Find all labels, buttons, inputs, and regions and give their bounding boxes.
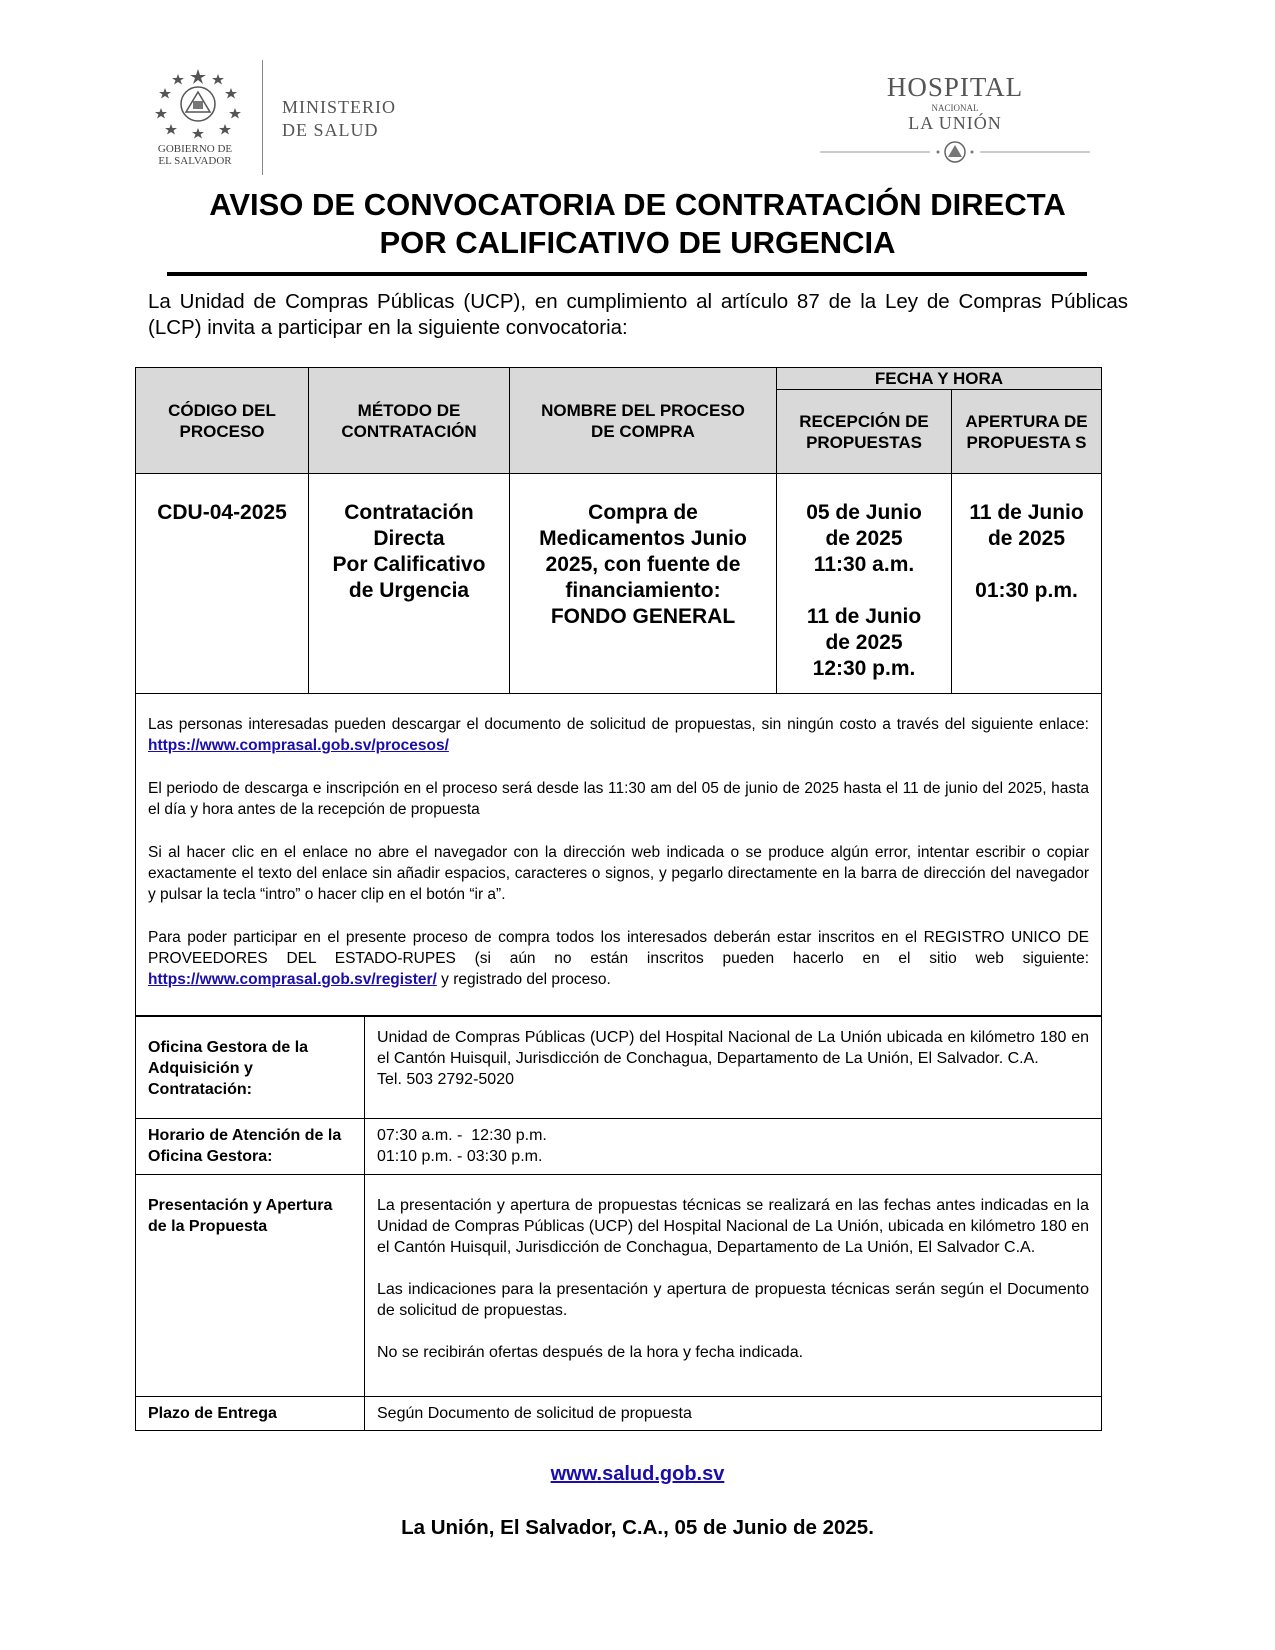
oficina-value: Unidad de Compras Públicas (UCP) del Hospital Nacional de La Unión ubicada en kilómetro 180 en el Cantón Huisquil, Jurisdicción de Conchagua, Departamento de La Unión, El Salvador. C.A. Tel. 503 2792-5020	[365, 1017, 1102, 1119]
hospital-name: HOSPITAL	[886, 72, 1024, 102]
procesos-link[interactable]: https://www.comprasal.gob.sv/procesos/	[148, 737, 449, 754]
document-title: AVISO DE CONVOCATORIA DE CONTRATACIÓN DIRECTA POR CALIFICATIVO DE URGENCIA	[209, 187, 1066, 260]
header-recepcion: RECEPCIÓN DE PROPUESTAS	[777, 390, 952, 474]
intro-paragraph: La Unidad de Compras Públicas (UCP), en cumplimiento al artículo 87 de la Ley de Compras Públicas (LCP) invita a participar en la siguiente convocatoria:	[148, 290, 1128, 339]
oficina-phone: Tel. 503 2792-5020	[377, 1071, 514, 1088]
cell-codigo	[136, 474, 309, 694]
cell-nombre: Compra de Medicamentos Junio 2025, con fuente de financiamiento: FONDO GENERAL	[510, 474, 777, 694]
notes-download: Las personas interesadas pueden descargar el documento de solicitud de propuestas, sin ningún costo a través del siguiente enlace: https://www.comprasal.gob.sv/procesos/	[148, 716, 1089, 754]
horario-label: Horario de Atención de la Oficina Gestora:	[136, 1119, 365, 1175]
header-metodo: MÉTODO DE CONTRATACIÓN	[309, 368, 510, 474]
cell-metodo: Contratación Directa Por Calificativo de Urgencia	[309, 474, 510, 694]
hospital-ornament-icon	[820, 138, 1090, 166]
header-divider	[262, 60, 263, 175]
hospital-location: LA UNIÓN	[908, 113, 1002, 133]
cell-recepcion: 05 de Junio de 2025 11:30 a.m. 11 de Junio de 2025 12:30 p.m.	[777, 474, 952, 694]
footer-website	[0, 1463, 1275, 1486]
header-codigo: CÓDIGO DEL PROCESO	[136, 368, 309, 474]
presentacion-value: La presentación y apertura de propuestas técnicas se realizará en las fechas antes indicadas en la Unidad de Compras Públicas (UCP) del Hospital Nacional de La Unión, ubicada en kilómetro 180 en el Cantón Huisquil, Jurisdicción de Conchagua, Departamento de La Unión, El Salvador C.A. Las indicaciones para la presentación y apertura de propuesta técnicas serán según el Documento de solicitud de propuestas. No se recibirán ofertas después de la hora y fecha indicada.	[365, 1175, 1102, 1397]
cell-apertura: 11 de Junio de 2025 01:30 p.m.	[952, 474, 1102, 694]
ministry-label: MINISTERIO DE SALUD	[282, 97, 396, 140]
presentacion-label: Presentación y Apertura de la Propuesta	[136, 1175, 365, 1397]
notes-link-help: Si al hacer clic en el enlace no abre el navegador con la dirección web indicada o se produce algún error, intentar escribir o copiar exactamente el texto del enlace sin añadir espacios, caracteres o signos, y pegarlo directamente en la barra de dirección del navegador y pulsar la tecla “intro” o hacer clip en el botón “ir a”.	[148, 844, 1089, 903]
oficina-label: Oficina Gestora de la Adquisición y Contratación:	[136, 1017, 365, 1119]
process-code: CDU-04-2025	[157, 501, 287, 524]
notes-cell	[136, 694, 1102, 1016]
hospital-nacional: NACIONAL	[931, 103, 979, 113]
title-underline	[167, 272, 1087, 276]
footer-place-date: La Unión, El Salvador, C.A., 05 de Junio de 2025.	[401, 1516, 874, 1539]
header-fecha-hora: FECHA Y HORA	[777, 368, 1102, 390]
el-salvador-seal-logo	[153, 66, 243, 141]
government-label: GOBIERNO DE EL SALVADOR	[157, 143, 233, 167]
header-apertura: APERTURA DE PROPUESTA S	[952, 390, 1102, 474]
notes-period: El periodo de descarga e inscripción en el proceso será desde las 11:30 am del 05 de junio de 2025 hasta el 11 de junio del 2025, hasta el día y hora antes de la recepción de propuesta	[148, 780, 1089, 818]
header-nombre: NOMBRE DEL PROCESO DE COMPRA	[510, 368, 777, 474]
notes-registration: Para poder participar en el presente proceso de compra todos los interesados deberán estar inscritos en el REGISTRO UNICO DE PROVEEDORES DEL ESTADO-RUPES (si aún no están inscritos pueden hacerlo en el sitio web siguiente: https://www.comprasal.gob.sv/register/ y registrado del proceso.	[148, 929, 1089, 988]
register-link[interactable]: https://www.comprasal.gob.sv/register/	[148, 971, 437, 988]
plazo-value: Según Documento de solicitud de propuesta	[365, 1397, 1102, 1431]
plazo-label: Plazo de Entrega	[136, 1397, 365, 1431]
salud-website-link[interactable]: www.salud.gob.sv	[550, 1463, 725, 1485]
horario-value: 07:30 a.m. - 12:30 p.m. 01:10 p.m. - 03:30 p.m.	[365, 1119, 1102, 1175]
convocatoria-table	[135, 367, 1102, 1016]
details-table	[135, 1016, 1102, 1431]
